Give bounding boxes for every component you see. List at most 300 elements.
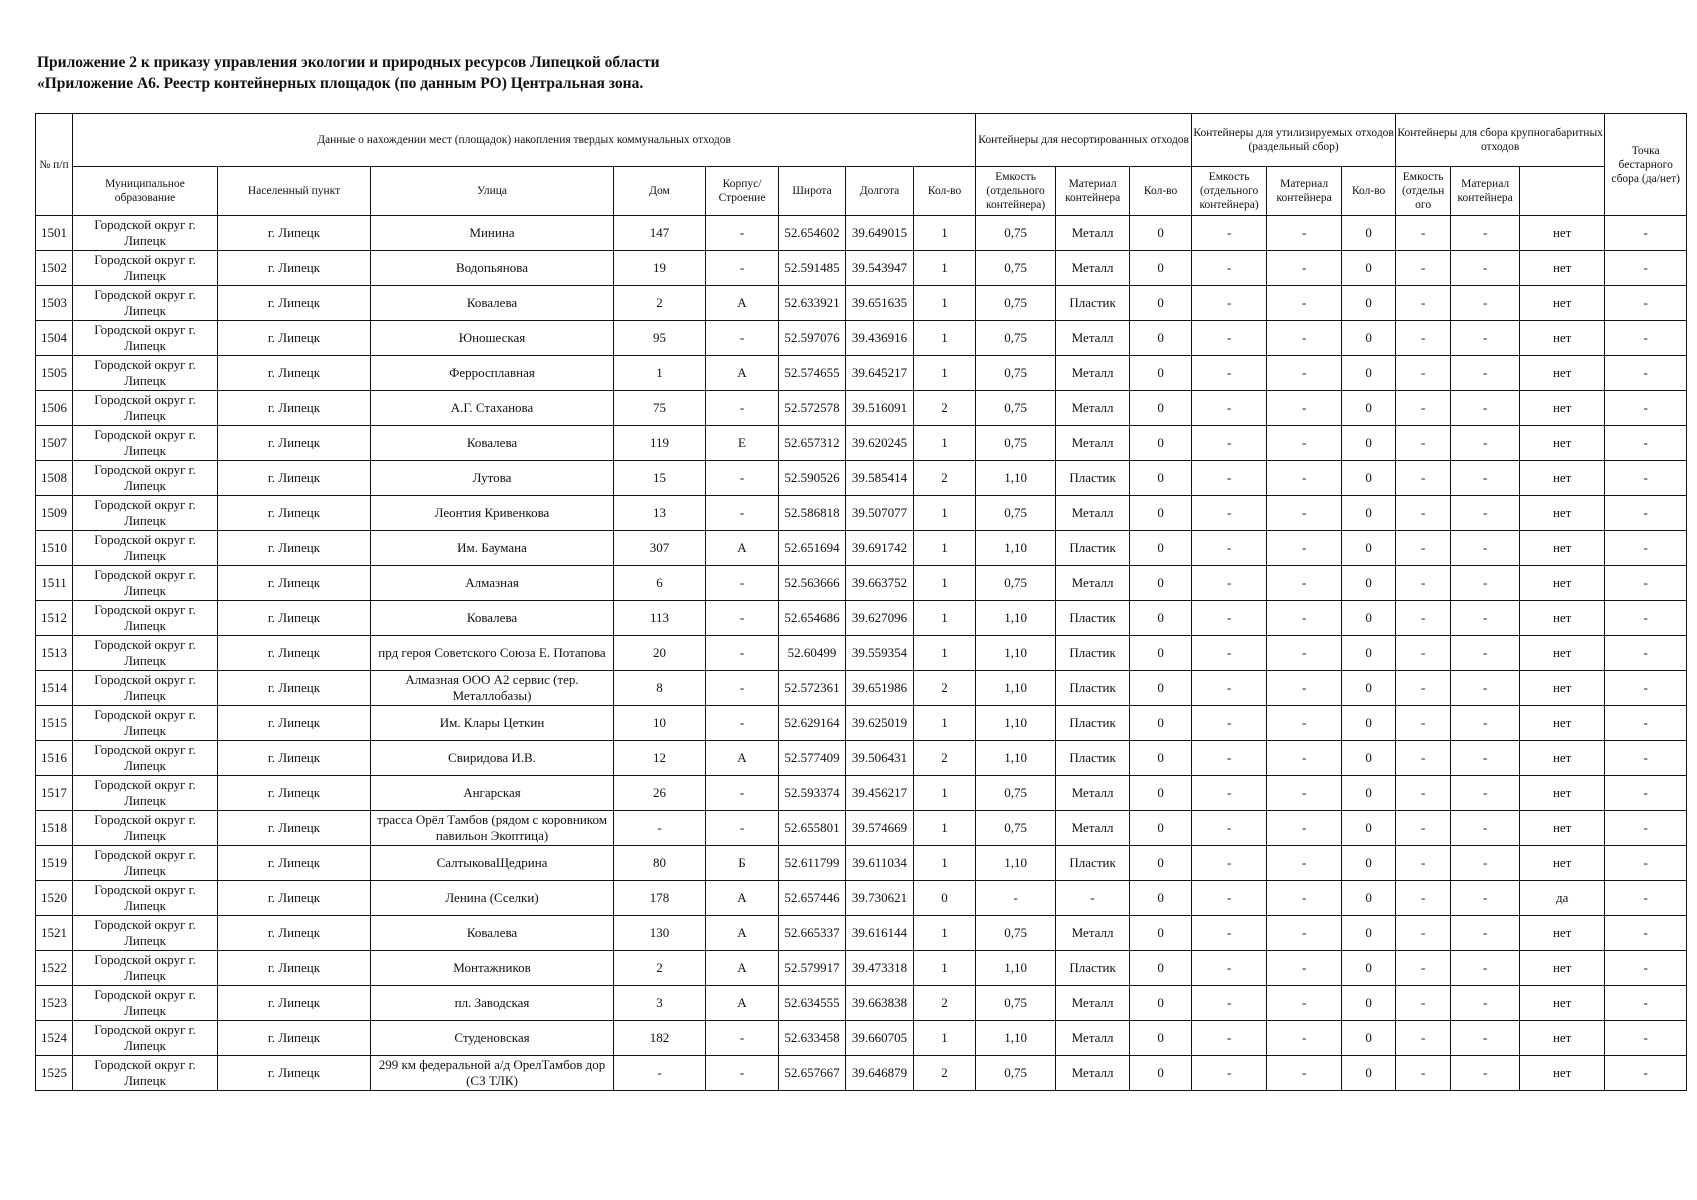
cell-settlement: г. Липецк — [218, 1021, 371, 1056]
cell-recyclable-capacity: - — [1192, 916, 1267, 951]
cell-unsorted-material: Металл — [1056, 356, 1130, 391]
cell-recyclable-count: 0 — [1130, 1056, 1192, 1091]
cell-bulky-material: - — [1451, 776, 1520, 811]
cell-num: 1506 — [36, 391, 73, 426]
cell-unsorted-capacity: 0,75 — [976, 496, 1056, 531]
header-lon: Долгота — [846, 167, 914, 216]
cell-house: 182 — [614, 1021, 706, 1056]
cell-bulky-count: 0 — [1342, 566, 1396, 601]
cell-municipality: Городской округ г. Липецк — [73, 671, 218, 706]
cell-note: - — [1605, 461, 1687, 496]
cell-note: - — [1605, 846, 1687, 881]
cell-bagless: нет — [1520, 846, 1605, 881]
cell-house: 10 — [614, 706, 706, 741]
cell-settlement: г. Липецк — [218, 356, 371, 391]
cell-bagless: нет — [1520, 741, 1605, 776]
cell-house: 80 — [614, 846, 706, 881]
cell-bagless: нет — [1520, 671, 1605, 706]
cell-bagless: нет — [1520, 811, 1605, 846]
cell-unsorted-count: 1 — [914, 916, 976, 951]
header-location-group: Данные о нахождении мест (площадок) накопления твердых коммунальных отходов — [73, 114, 976, 167]
cell-lon: 39.611034 — [846, 846, 914, 881]
cell-municipality: Городской округ г. Липецк — [73, 461, 218, 496]
cell-lat: 52.657312 — [779, 426, 846, 461]
cell-num: 1513 — [36, 636, 73, 671]
cell-street: Ковалева — [371, 426, 614, 461]
cell-bagless: нет — [1520, 426, 1605, 461]
cell-settlement: г. Липецк — [218, 216, 371, 251]
cell-bulky-count: 0 — [1342, 531, 1396, 566]
cell-unsorted-material: Металл — [1056, 1021, 1130, 1056]
cell-building: - — [706, 601, 779, 636]
cell-bulky-capacity: - — [1396, 671, 1451, 706]
cell-lon: 39.660705 — [846, 1021, 914, 1056]
cell-street: Алмазная — [371, 566, 614, 601]
cell-bulky-capacity: - — [1396, 251, 1451, 286]
cell-unsorted-capacity: 1,10 — [976, 741, 1056, 776]
cell-note: - — [1605, 916, 1687, 951]
cell-lon: 39.559354 — [846, 636, 914, 671]
cell-street: Им. Баумана — [371, 531, 614, 566]
cell-unsorted-count: 2 — [914, 671, 976, 706]
cell-building: - — [706, 566, 779, 601]
cell-unsorted-capacity: 1,10 — [976, 706, 1056, 741]
cell-recyclable-count: 0 — [1130, 881, 1192, 916]
table-header — [36, 114, 1687, 216]
cell-bulky-count: 0 — [1342, 216, 1396, 251]
cell-unsorted-material: Пластик — [1056, 671, 1130, 706]
cell-recyclable-material: - — [1267, 1021, 1342, 1056]
cell-unsorted-count: 1 — [914, 216, 976, 251]
cell-lon: 39.543947 — [846, 251, 914, 286]
cell-recyclable-material: - — [1267, 496, 1342, 531]
cell-street: СалтыковаЩедрина — [371, 846, 614, 881]
cell-municipality: Городской округ г. Липецк — [73, 741, 218, 776]
cell-recyclable-capacity: - — [1192, 321, 1267, 356]
table-row — [36, 251, 1687, 286]
cell-building: Е — [706, 426, 779, 461]
cell-recyclable-material: - — [1267, 741, 1342, 776]
cell-recyclable-count: 0 — [1130, 916, 1192, 951]
cell-building: А — [706, 286, 779, 321]
header-unsorted-group: Контейнеры для несортированных отходов — [976, 114, 1192, 167]
cell-recyclable-material: - — [1267, 811, 1342, 846]
table-row — [36, 636, 1687, 671]
cell-municipality: Городской округ г. Липецк — [73, 251, 218, 286]
cell-bulky-material: - — [1451, 1056, 1520, 1091]
cell-building: - — [706, 391, 779, 426]
cell-building: А — [706, 951, 779, 986]
cell-settlement: г. Липецк — [218, 566, 371, 601]
cell-unsorted-material: Пластик — [1056, 846, 1130, 881]
cell-recyclable-capacity: - — [1192, 251, 1267, 286]
table-row — [36, 1056, 1687, 1091]
cell-unsorted-count: 1 — [914, 951, 976, 986]
cell-unsorted-material: Пластик — [1056, 706, 1130, 741]
header-unsorted-capacity: Емкость (отдельного контейнера) — [976, 167, 1056, 216]
cell-note: - — [1605, 601, 1687, 636]
cell-note: - — [1605, 881, 1687, 916]
header-unsorted-material: Материал контейнера — [1056, 167, 1130, 216]
table-row — [36, 881, 1687, 916]
cell-bulky-count: 0 — [1342, 356, 1396, 391]
cell-house: 130 — [614, 916, 706, 951]
cell-house: 147 — [614, 216, 706, 251]
cell-unsorted-count: 1 — [914, 846, 976, 881]
cell-recyclable-capacity: - — [1192, 391, 1267, 426]
cell-bulky-capacity: - — [1396, 776, 1451, 811]
cell-lon: 39.663752 — [846, 566, 914, 601]
cell-bulky-material: - — [1451, 286, 1520, 321]
cell-bulky-count: 0 — [1342, 391, 1396, 426]
cell-bulky-capacity: - — [1396, 881, 1451, 916]
cell-recyclable-capacity: - — [1192, 881, 1267, 916]
cell-lat: 52.60499 — [779, 636, 846, 671]
cell-house: 307 — [614, 531, 706, 566]
cell-lat: 52.577409 — [779, 741, 846, 776]
cell-recyclable-count: 0 — [1130, 566, 1192, 601]
cell-unsorted-material: Металл — [1056, 496, 1130, 531]
cell-bulky-count: 0 — [1342, 776, 1396, 811]
cell-municipality: Городской округ г. Липецк — [73, 321, 218, 356]
cell-unsorted-count: 2 — [914, 741, 976, 776]
cell-bulky-material: - — [1451, 321, 1520, 356]
cell-note: - — [1605, 566, 1687, 601]
cell-recyclable-material: - — [1267, 1056, 1342, 1091]
cell-num: 1514 — [36, 671, 73, 706]
cell-bulky-capacity: - — [1396, 986, 1451, 1021]
cell-note: - — [1605, 671, 1687, 706]
cell-lat: 52.572578 — [779, 391, 846, 426]
cell-unsorted-material: Металл — [1056, 251, 1130, 286]
table-row — [36, 461, 1687, 496]
cell-recyclable-material: - — [1267, 321, 1342, 356]
cell-municipality: Городской округ г. Липецк — [73, 986, 218, 1021]
cell-house: 26 — [614, 776, 706, 811]
cell-bulky-material: - — [1451, 251, 1520, 286]
cell-bulky-capacity: - — [1396, 426, 1451, 461]
cell-bulky-count: 0 — [1342, 426, 1396, 461]
cell-recyclable-count: 0 — [1130, 846, 1192, 881]
cell-num: 1505 — [36, 356, 73, 391]
cell-unsorted-count: 1 — [914, 706, 976, 741]
table-row — [36, 216, 1687, 251]
cell-unsorted-material: Металл — [1056, 986, 1130, 1021]
cell-municipality: Городской округ г. Липецк — [73, 846, 218, 881]
cell-unsorted-count: 0 — [914, 881, 976, 916]
cell-bulky-count: 0 — [1342, 811, 1396, 846]
cell-settlement: г. Липецк — [218, 916, 371, 951]
cell-note: - — [1605, 286, 1687, 321]
cell-recyclable-material: - — [1267, 531, 1342, 566]
cell-street: Ленина (Сселки) — [371, 881, 614, 916]
cell-bulky-material: - — [1451, 356, 1520, 391]
cell-bulky-material: - — [1451, 671, 1520, 706]
table-row — [36, 776, 1687, 811]
cell-bagless: нет — [1520, 1056, 1605, 1091]
cell-bulky-capacity: - — [1396, 811, 1451, 846]
cell-lat: 52.593374 — [779, 776, 846, 811]
cell-num: 1521 — [36, 916, 73, 951]
cell-municipality: Городской округ г. Липецк — [73, 356, 218, 391]
cell-recyclable-capacity: - — [1192, 531, 1267, 566]
cell-unsorted-capacity: 0,75 — [976, 566, 1056, 601]
cell-num: 1515 — [36, 706, 73, 741]
cell-recyclable-capacity: - — [1192, 811, 1267, 846]
cell-building: - — [706, 251, 779, 286]
cell-house: - — [614, 811, 706, 846]
header-street: Улица — [371, 167, 614, 216]
cell-unsorted-count: 2 — [914, 1056, 976, 1091]
cell-unsorted-capacity: 1,10 — [976, 671, 1056, 706]
cell-street: Монтажников — [371, 951, 614, 986]
cell-settlement: г. Липецк — [218, 496, 371, 531]
cell-note: - — [1605, 426, 1687, 461]
table-row — [36, 566, 1687, 601]
cell-recyclable-material: - — [1267, 881, 1342, 916]
cell-unsorted-capacity: 1,10 — [976, 951, 1056, 986]
cell-unsorted-capacity: 1,10 — [976, 461, 1056, 496]
cell-num: 1502 — [36, 251, 73, 286]
header-recyclable-group: Контейнеры для утилизируемых отходов (раздельный сбор) — [1192, 114, 1396, 167]
cell-bulky-capacity: - — [1396, 706, 1451, 741]
cell-municipality: Городской округ г. Липецк — [73, 601, 218, 636]
cell-unsorted-material: Пластик — [1056, 951, 1130, 986]
cell-building: - — [706, 461, 779, 496]
cell-bulky-material: - — [1451, 916, 1520, 951]
cell-bagless: нет — [1520, 916, 1605, 951]
cell-recyclable-capacity: - — [1192, 461, 1267, 496]
cell-bagless: нет — [1520, 636, 1605, 671]
cell-unsorted-capacity: 0,75 — [976, 986, 1056, 1021]
cell-lat: 52.563666 — [779, 566, 846, 601]
table-row — [36, 951, 1687, 986]
cell-unsorted-material: Металл — [1056, 216, 1130, 251]
cell-recyclable-material: - — [1267, 251, 1342, 286]
cell-building: - — [706, 706, 779, 741]
header-bulky-count: Кол-во — [1342, 167, 1396, 216]
cell-bulky-capacity: - — [1396, 636, 1451, 671]
cell-building: А — [706, 356, 779, 391]
header-bulky-group: Контейнеры для сбора крупногабаритных отходов — [1396, 114, 1605, 167]
cell-lon: 39.585414 — [846, 461, 914, 496]
cell-unsorted-capacity: 0,75 — [976, 776, 1056, 811]
cell-street: 299 км федеральной а/д ОрелТамбов дор (СЗ ТЛК) — [371, 1056, 614, 1091]
cell-bulky-count: 0 — [1342, 846, 1396, 881]
cell-recyclable-capacity: - — [1192, 566, 1267, 601]
cell-lat: 52.629164 — [779, 706, 846, 741]
cell-recyclable-count: 0 — [1130, 496, 1192, 531]
cell-lat: 52.586818 — [779, 496, 846, 531]
cell-bulky-material: - — [1451, 216, 1520, 251]
cell-house: 13 — [614, 496, 706, 531]
cell-recyclable-count: 0 — [1130, 811, 1192, 846]
cell-recyclable-material: - — [1267, 601, 1342, 636]
cell-municipality: Городской округ г. Липецк — [73, 426, 218, 461]
cell-house: 1 — [614, 356, 706, 391]
cell-unsorted-material: Металл — [1056, 426, 1130, 461]
header-recyclable-count: Кол-во — [1130, 167, 1192, 216]
cell-lat: 52.633921 — [779, 286, 846, 321]
cell-unsorted-count: 2 — [914, 986, 976, 1021]
cell-building: А — [706, 881, 779, 916]
cell-street: А.Г. Стаханова — [371, 391, 614, 426]
cell-unsorted-count: 1 — [914, 496, 976, 531]
cell-bulky-capacity: - — [1396, 951, 1451, 986]
cell-bulky-count: 0 — [1342, 461, 1396, 496]
table-row — [36, 496, 1687, 531]
table-row — [36, 356, 1687, 391]
table-row — [36, 671, 1687, 706]
header-lat: Широта — [779, 167, 846, 216]
cell-street: Юношеская — [371, 321, 614, 356]
cell-settlement: г. Липецк — [218, 881, 371, 916]
cell-recyclable-capacity: - — [1192, 286, 1267, 321]
cell-municipality: Городской округ г. Липецк — [73, 216, 218, 251]
cell-unsorted-material: Пластик — [1056, 636, 1130, 671]
cell-recyclable-count: 0 — [1130, 461, 1192, 496]
cell-bulky-count: 0 — [1342, 601, 1396, 636]
cell-unsorted-material: Пластик — [1056, 741, 1130, 776]
cell-lon: 39.574669 — [846, 811, 914, 846]
cell-bulky-material: - — [1451, 1021, 1520, 1056]
cell-bulky-material: - — [1451, 846, 1520, 881]
cell-unsorted-material: Пластик — [1056, 601, 1130, 636]
cell-bulky-material: - — [1451, 566, 1520, 601]
cell-unsorted-count: 1 — [914, 251, 976, 286]
cell-recyclable-material: - — [1267, 951, 1342, 986]
cell-building: - — [706, 776, 779, 811]
cell-lon: 39.436916 — [846, 321, 914, 356]
cell-recyclable-count: 0 — [1130, 671, 1192, 706]
cell-street: трасса Орёл Тамбов (рядом с коровником павильон Экоптица) — [371, 811, 614, 846]
cell-unsorted-capacity: 0,75 — [976, 216, 1056, 251]
cell-building: А — [706, 986, 779, 1021]
cell-unsorted-count: 1 — [914, 776, 976, 811]
cell-num: 1510 — [36, 531, 73, 566]
cell-lon: 39.651635 — [846, 286, 914, 321]
header-bagless: Точка бестарного сбора (да/нет) — [1605, 114, 1687, 216]
cell-unsorted-material: Металл — [1056, 391, 1130, 426]
cell-recyclable-count: 0 — [1130, 286, 1192, 321]
cell-lat: 52.657446 — [779, 881, 846, 916]
cell-bulky-count: 0 — [1342, 1021, 1396, 1056]
cell-municipality: Городской округ г. Липецк — [73, 1021, 218, 1056]
header-building: Корпус/ Строение — [706, 167, 779, 216]
cell-house: 19 — [614, 251, 706, 286]
cell-lon: 39.627096 — [846, 601, 914, 636]
cell-recyclable-capacity: - — [1192, 741, 1267, 776]
cell-bagless: нет — [1520, 391, 1605, 426]
cell-unsorted-capacity: 0,75 — [976, 811, 1056, 846]
cell-building: - — [706, 636, 779, 671]
title-line-1: Приложение 2 к приказу управления экологии и природных ресурсов Липецкой области — [37, 54, 660, 71]
table-row — [36, 321, 1687, 356]
cell-house: 75 — [614, 391, 706, 426]
cell-note: - — [1605, 741, 1687, 776]
cell-bulky-capacity: - — [1396, 566, 1451, 601]
cell-unsorted-material: Металл — [1056, 566, 1130, 601]
cell-bagless: нет — [1520, 356, 1605, 391]
cell-bagless: нет — [1520, 216, 1605, 251]
cell-lon: 39.645217 — [846, 356, 914, 391]
cell-lon: 39.506431 — [846, 741, 914, 776]
cell-unsorted-material: Металл — [1056, 321, 1130, 356]
cell-settlement: г. Липецк — [218, 321, 371, 356]
cell-settlement: г. Липецк — [218, 286, 371, 321]
cell-num: 1517 — [36, 776, 73, 811]
cell-recyclable-material: - — [1267, 846, 1342, 881]
cell-settlement: г. Липецк — [218, 951, 371, 986]
cell-bagless: нет — [1520, 566, 1605, 601]
cell-unsorted-capacity: - — [976, 881, 1056, 916]
cell-recyclable-count: 0 — [1130, 426, 1192, 461]
cell-num: 1501 — [36, 216, 73, 251]
cell-municipality: Городской округ г. Липецк — [73, 531, 218, 566]
cell-unsorted-material: Пластик — [1056, 461, 1130, 496]
cell-lon: 39.616144 — [846, 916, 914, 951]
cell-num: 1512 — [36, 601, 73, 636]
table-row — [36, 286, 1687, 321]
cell-bulky-material: - — [1451, 461, 1520, 496]
cell-street: Леонтия Кривенкова — [371, 496, 614, 531]
cell-settlement: г. Липецк — [218, 1056, 371, 1091]
cell-settlement: г. Липецк — [218, 776, 371, 811]
cell-recyclable-count: 0 — [1130, 741, 1192, 776]
cell-bagless: нет — [1520, 1021, 1605, 1056]
cell-recyclable-capacity: - — [1192, 776, 1267, 811]
cell-bagless: нет — [1520, 601, 1605, 636]
cell-bulky-capacity: - — [1396, 531, 1451, 566]
cell-lon: 39.456217 — [846, 776, 914, 811]
cell-municipality: Городской округ г. Липецк — [73, 391, 218, 426]
cell-lat: 52.665337 — [779, 916, 846, 951]
cell-bulky-capacity: - — [1396, 461, 1451, 496]
cell-house: 113 — [614, 601, 706, 636]
cell-house: 119 — [614, 426, 706, 461]
cell-lat: 52.654602 — [779, 216, 846, 251]
cell-recyclable-material: - — [1267, 566, 1342, 601]
cell-bulky-capacity: - — [1396, 496, 1451, 531]
cell-recyclable-material: - — [1267, 286, 1342, 321]
cell-recyclable-count: 0 — [1130, 1021, 1192, 1056]
cell-note: - — [1605, 636, 1687, 671]
cell-bulky-material: - — [1451, 951, 1520, 986]
cell-recyclable-count: 0 — [1130, 636, 1192, 671]
cell-lat: 52.651694 — [779, 531, 846, 566]
cell-unsorted-material: Металл — [1056, 776, 1130, 811]
cell-unsorted-capacity: 1,10 — [976, 1021, 1056, 1056]
table-row — [36, 741, 1687, 776]
cell-unsorted-count: 1 — [914, 356, 976, 391]
cell-house: 3 — [614, 986, 706, 1021]
cell-building: - — [706, 216, 779, 251]
cell-recyclable-material: - — [1267, 986, 1342, 1021]
table-row — [36, 531, 1687, 566]
cell-settlement: г. Липецк — [218, 846, 371, 881]
cell-lat: 52.574655 — [779, 356, 846, 391]
cell-lon: 39.516091 — [846, 391, 914, 426]
cell-lon: 39.625019 — [846, 706, 914, 741]
cell-num: 1525 — [36, 1056, 73, 1091]
cell-bagless: нет — [1520, 986, 1605, 1021]
cell-bagless: нет — [1520, 951, 1605, 986]
cell-note: - — [1605, 706, 1687, 741]
cell-unsorted-capacity: 0,75 — [976, 321, 1056, 356]
cell-num: 1509 — [36, 496, 73, 531]
cell-street: пл. Заводская — [371, 986, 614, 1021]
cell-street: прд героя Советского Союза Е. Потапова — [371, 636, 614, 671]
